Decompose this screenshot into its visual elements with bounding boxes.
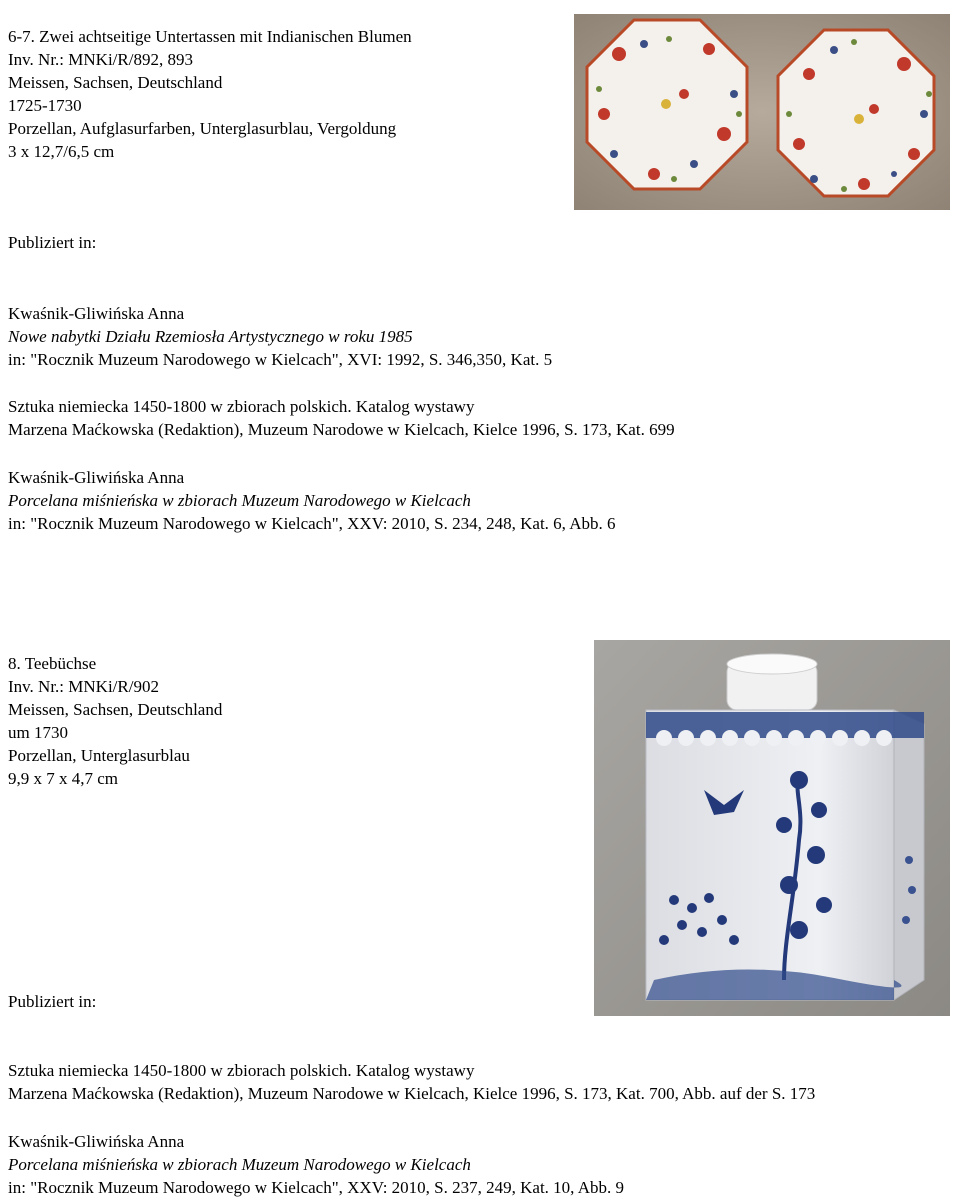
saucers-photo (574, 14, 950, 210)
item1-ref1-title: Nowe nabytki Działu Rzemiosła Artystycznego w roku 1985 (8, 327, 413, 346)
item2-date: um 1730 (8, 723, 68, 742)
item2-origin: Meissen, Sachsen, Deutschland (8, 700, 223, 719)
item1-ref1-author: Kwaśnik-Gliwińska Anna (8, 304, 185, 323)
item1-inventory-number: Inv. Nr.: MNKi/R/892, 893 (8, 50, 193, 69)
item1-title: 6-7. Zwei achtseitige Untertassen mit Indianischen Blumen (8, 27, 412, 46)
item2-ref2-source: in: "Rocznik Muzeum Narodowego w Kielcach", XXV: 2010, S. 237, 249, Kat. 10, Abb. 9 (8, 1178, 625, 1197)
item2-title: 8. Teebüchse (8, 654, 97, 673)
item1-ref1-source: in: "Rocznik Muzeum Narodowego w Kielcach", XVI: 1992, S. 346,350, Kat. 5 (8, 350, 553, 369)
item1-date: 1725-1730 (8, 96, 82, 115)
item1-published-label: Publiziert in: (8, 233, 97, 252)
tea-caddy-photo (594, 640, 950, 1016)
item1-ref3-title: Porcelana miśnieńska w zbiorach Muzeum Narodowego w Kielcach (8, 491, 471, 510)
item1-origin: Meissen, Sachsen, Deutschland (8, 73, 223, 92)
item2-material: Porzellan, Unterglasurblau (8, 746, 190, 765)
item1-ref3-source: in: "Rocznik Muzeum Narodowego w Kielcach", XXV: 2010, S. 234, 248, Kat. 6, Abb. 6 (8, 514, 616, 533)
right-saucer (778, 30, 934, 196)
item2-ref2-author: Kwaśnik-Gliwińska Anna (8, 1132, 185, 1151)
item2-ref1-title: Sztuka niemiecka 1450-1800 w zbiorach polskich. Katalog wystawy (8, 1061, 475, 1080)
item1-ref3-author: Kwaśnik-Gliwińska Anna (8, 468, 185, 487)
item2-ref1-source: Marzena Maćkowska (Redaktion), Muzeum Narodowe w Kielcach, Kielce 1996, S. 173, Kat. 700, Abb. auf der S. 173 (8, 1084, 816, 1103)
item2-ref2-title: Porcelana miśnieńska w zbiorach Muzeum Narodowego w Kielcach (8, 1155, 471, 1174)
item1-material: Porzellan, Aufglasurfarben, Unterglasurblau, Vergoldung (8, 119, 397, 138)
item1-ref2-source: Marzena Maćkowska (Redaktion), Muzeum Narodowe w Kielcach, Kielce 1996, S. 173, Kat. 699 (8, 420, 675, 439)
item2-inventory-number: Inv. Nr.: MNKi/R/902 (8, 677, 159, 696)
item2-dimensions: 9,9 x 7 x 4,7 cm (8, 769, 119, 788)
item1-dimensions: 3 x 12,7/6,5 cm (8, 142, 115, 161)
item1-ref2-title: Sztuka niemiecka 1450-1800 w zbiorach polskich. Katalog wystawy (8, 397, 475, 416)
item2-published-label: Publiziert in: (8, 992, 97, 1011)
